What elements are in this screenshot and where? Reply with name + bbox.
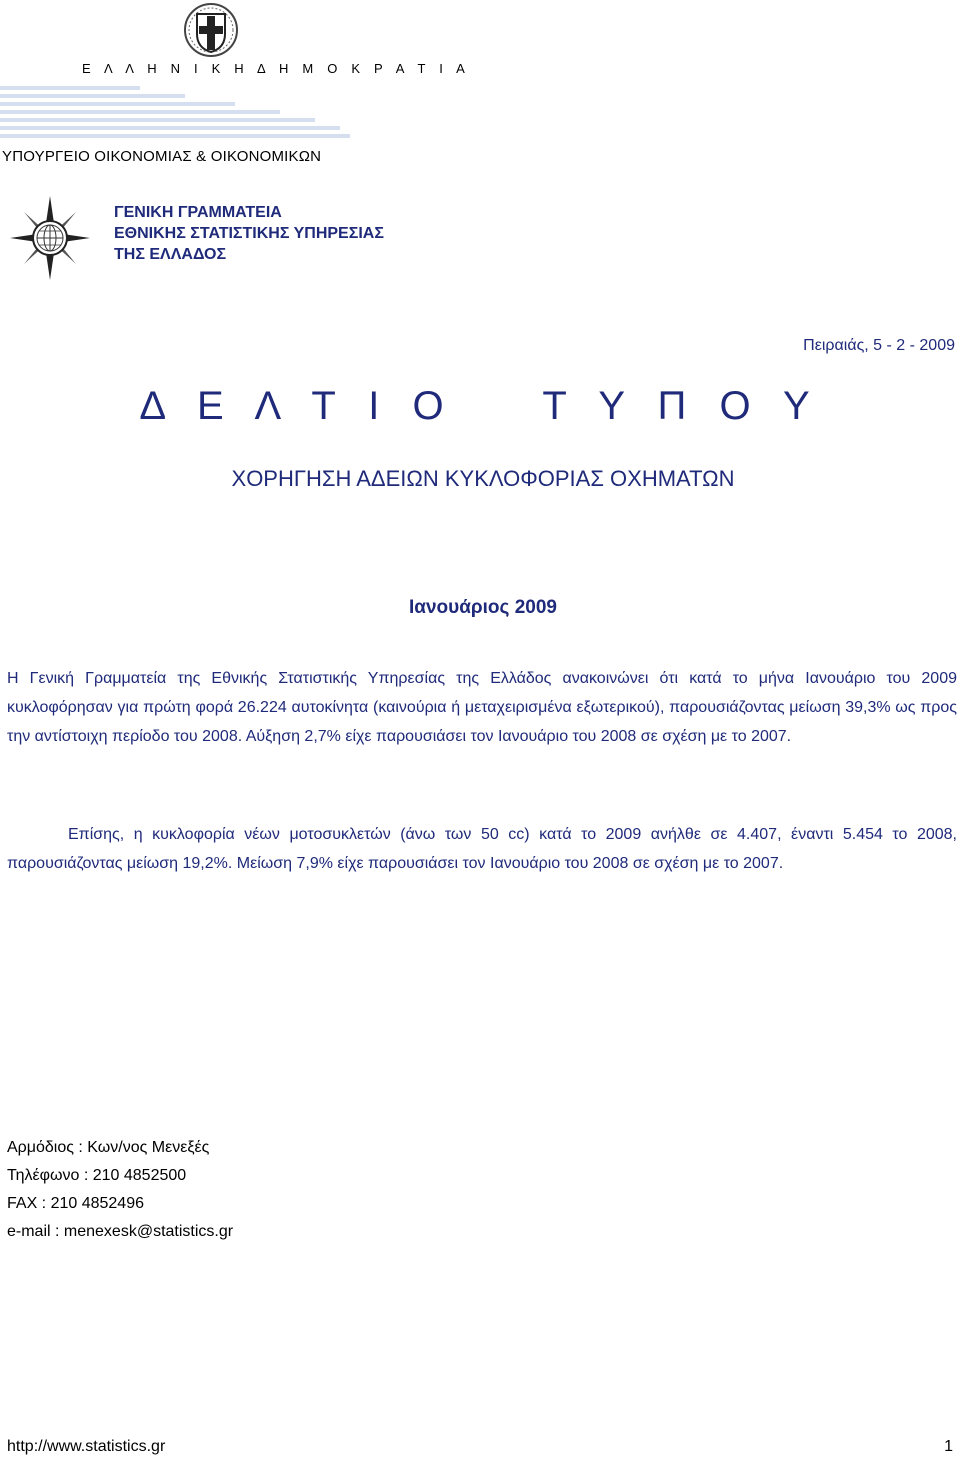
footer-website-link[interactable]: http://www.statistics.gr: [7, 1438, 166, 1455]
body-paragraph-motorcycles: Επίσης, η κυκλοφορία νέων μοτοσυκλετών (άνω των 50 cc) κατά το 2009 ανήλθε σε 4.407, έναντι 5.454 το 2008, παρουσιάζοντας μείωση 19,2%. Μείωση 7,9% είχε παρουσιάσει τον Ιανουάριο του 2008 σε σχέση με το 2007.: [7, 826, 957, 872]
contact-responsible: Αρμόδιος : Κων/νος Μενεξές: [7, 1139, 210, 1156]
greek-cross-shield-icon: [183, 2, 239, 58]
page-number: 1: [944, 1438, 953, 1455]
ministry-label: ΥΠΟΥΡΓΕΙΟ ΟΙΚΟΝΟΜΙΑΣ & ΟΙΚΟΝΟΜΙΚΩΝ: [2, 148, 322, 165]
release-date: Πειραιάς, 5 - 2 - 2009: [803, 337, 955, 354]
secretariat-line-2: ΕΘΝΙΚΗΣ ΣΤΑΤΙΣΤΙΚΗΣ ΥΠΗΡΕΣΙΑΣ: [114, 225, 384, 242]
secretariat-heading: [114, 202, 514, 265]
republic-label: Ε Λ Λ Η Ν Ι Κ Η Δ Η Μ Ο Κ Ρ Α Τ Ι Α: [82, 61, 470, 76]
header-decorative-bars: [0, 84, 360, 144]
contact-block: [7, 1134, 507, 1246]
press-release-title: Δ Ε Λ Τ Ι Ο Τ Υ Π Ο Υ: [139, 384, 821, 428]
contact-fax: FAX : 210 4852496: [7, 1195, 144, 1212]
body-paragraph-cars: Η Γενική Γραμματεία της Εθνικής Στατιστικής Υπηρεσίας της Ελλάδος ανακοινώνει ότι κατά το μήνα Ιανουάριο του 2009 κυκλοφόρησαν για πρώτη φορά 26.224 αυτοκίνητα (καινούρια ή μεταχειρισμένα εξωτερικού), παρουσιάζοντας μείωση 39,3% ως προς την αντίστοιχη περίοδο του 2008. Αύξηση 2,7% είχε παρουσιάσει τον Ιανουάριο του 2008 σε σχέση με το 2007.: [7, 670, 957, 745]
secretariat-line-1: ΓΕΝΙΚΗ ΓΡΑΜΜΑΤΕΙΑ: [114, 204, 282, 221]
reference-month: Ιανουάριος 2009: [409, 597, 557, 618]
compass-star-globe-icon: [10, 196, 90, 280]
contact-email[interactable]: e-mail : menexesk@statistics.gr: [7, 1223, 234, 1240]
contact-phone: Τηλέφωνο : 210 4852500: [7, 1167, 187, 1184]
secretariat-line-3: ΤΗΣ ΕΛΛΑΔΟΣ: [114, 246, 227, 263]
subject-heading: ΧΟΡΗΓΗΣΗ ΑΔΕΙΩΝ ΚΥΚΛΟΦΟΡΙΑΣ ΟΧΗΜΑΤΩΝ: [231, 466, 735, 491]
